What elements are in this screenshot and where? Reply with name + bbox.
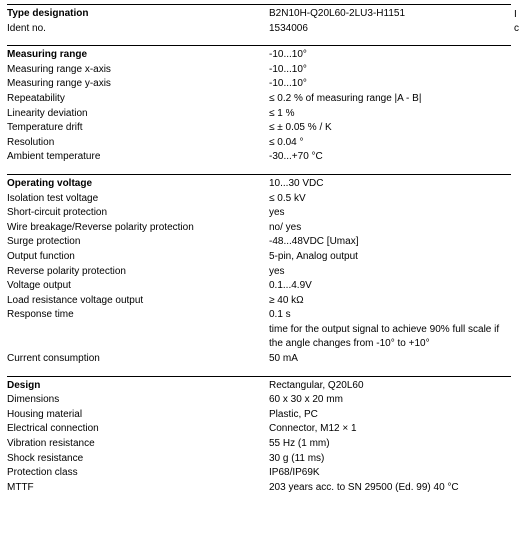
spec-value: -30...+70 °C — [269, 151, 323, 163]
spec-value: Rectangular, Q20L60 — [269, 379, 364, 391]
spec-label: Dimensions — [7, 394, 60, 406]
spec-label: Output function — [7, 250, 75, 262]
spec-row-type-designation — [7, 7, 511, 22]
spec-label: Voltage output — [7, 280, 71, 292]
spec-row-repeatability — [7, 92, 511, 107]
spec-value: Connector, M12 × 1 — [269, 423, 357, 435]
spec-label: Current consumption — [7, 353, 100, 365]
spec-value: 203 years acc. to SN 29500 (Ed. 99) 40 °C — [269, 481, 459, 493]
spec-row-measuring-range-y — [7, 77, 511, 92]
spec-label: MTTF — [7, 481, 34, 493]
spec-value: -48...48VDC [Umax] — [269, 236, 359, 248]
spec-row-operating-voltage — [7, 177, 511, 192]
spec-label: Design — [7, 379, 41, 391]
edge-text-fragment: c — [514, 23, 519, 34]
spec-label: Protection class — [7, 467, 78, 479]
spec-label: Measuring range x-axis — [7, 63, 111, 75]
spec-section-measuring — [7, 45, 511, 165]
spec-row-resolution — [7, 136, 511, 151]
spec-label: Linearity deviation — [7, 107, 88, 119]
spec-label: Measuring range — [7, 49, 88, 61]
spec-value: IP68/IP69K — [269, 467, 320, 479]
spec-value: -10...10° — [269, 63, 307, 75]
spec-label: Shock resistance — [7, 452, 84, 464]
spec-value: 0.1...4.9V — [269, 280, 312, 292]
spec-label: Ident no. — [7, 22, 46, 34]
spec-value: ≥ 40 kΩ — [269, 294, 304, 306]
spec-label: Surge protection — [7, 236, 81, 248]
spec-row-protection-class — [7, 466, 511, 481]
spec-value: time for the output signal to achieve 90% full scale if the angle changes from -10° to +10° — [269, 323, 500, 350]
spec-value: Plastic, PC — [269, 408, 318, 420]
spec-label: Ambient temperature — [7, 151, 101, 163]
spec-row-load-resistance — [7, 294, 511, 309]
spec-value: 1534006 — [269, 22, 308, 34]
spec-value: 55 Hz (1 mm) — [269, 438, 330, 450]
spec-row-ambient-temperature — [7, 150, 511, 165]
spec-label: Wire breakage/Reverse polarity protection — [7, 221, 194, 233]
spec-row-shock-resistance — [7, 452, 511, 467]
spec-label: Reverse polarity protection — [7, 265, 126, 277]
spec-row-linearity-deviation — [7, 107, 511, 122]
spec-value: no/ yes — [269, 221, 302, 233]
spec-label: Repeatability — [7, 92, 65, 104]
spec-row-wire-breakage-protection — [7, 221, 511, 236]
spec-value: 10...30 VDC — [269, 177, 324, 189]
spec-row-short-circuit-protection — [7, 206, 511, 221]
edge-text-fragment: I — [514, 9, 517, 20]
spec-row-output-function — [7, 250, 511, 265]
spec-label: Resolution — [7, 136, 55, 148]
spec-value: 30 g (11 ms) — [269, 452, 325, 464]
spec-value: yes — [269, 207, 285, 219]
spec-section-electrical — [7, 174, 511, 367]
spec-value: -10...10° — [269, 49, 307, 61]
spec-section-identification — [7, 4, 511, 36]
spec-row-electrical-connection — [7, 422, 511, 437]
spec-label: Operating voltage — [7, 177, 93, 189]
spec-value: ≤ 0.2 % of measuring range |A - B| — [269, 92, 422, 104]
spec-label: Vibration resistance — [7, 438, 95, 450]
spec-row-housing-material — [7, 408, 511, 423]
spec-value: B2N10H-Q20L60-2LU3-H1151 — [269, 8, 406, 19]
spec-row-voltage-output — [7, 279, 511, 294]
spec-value: ≤ ± 0.05 % / K — [269, 122, 332, 134]
spec-row-ident-no — [7, 22, 511, 37]
spec-label: Type designation — [7, 8, 89, 19]
spec-label: Electrical connection — [7, 423, 99, 435]
spec-section-mechanical — [7, 376, 511, 496]
spec-row-surge-protection — [7, 235, 511, 250]
spec-row-dimensions — [7, 393, 511, 408]
spec-value: 50 mA — [269, 353, 298, 365]
spec-value: yes — [269, 265, 285, 277]
spec-label: Load resistance voltage output — [7, 294, 144, 306]
spec-row-design — [7, 379, 511, 394]
spec-label: Short-circuit protection — [7, 207, 108, 219]
spec-row-mttf — [7, 481, 511, 496]
spec-value: ≤ 0.04 ° — [269, 136, 304, 148]
spec-row-vibration-resistance — [7, 437, 511, 452]
spec-row-current-consumption — [7, 352, 511, 367]
spec-value: ≤ 1 % — [269, 107, 295, 119]
spec-row-measuring-range — [7, 48, 511, 63]
spec-value: 0.1 s — [269, 309, 291, 321]
spec-label: Temperature drift — [7, 122, 83, 134]
spec-row-response-time-note — [7, 323, 511, 352]
spec-label: Measuring range y-axis — [7, 78, 111, 90]
spec-row-temperature-drift — [7, 121, 511, 136]
spec-label: Response time — [7, 309, 74, 321]
spec-row-measuring-range-x — [7, 63, 511, 78]
spec-value: 5-pin, Analog output — [269, 250, 358, 262]
spec-label: Isolation test voltage — [7, 192, 99, 204]
spec-value: ≤ 0.5 kV — [269, 192, 306, 204]
spec-value: 60 x 30 x 20 mm — [269, 394, 343, 406]
spec-value: -10...10° — [269, 78, 307, 90]
spec-sheet — [7, 4, 511, 495]
spec-row-reverse-polarity-protection — [7, 265, 511, 280]
spec-label: Housing material — [7, 408, 83, 420]
spec-row-response-time — [7, 308, 511, 323]
spec-row-isolation-test-voltage — [7, 192, 511, 207]
